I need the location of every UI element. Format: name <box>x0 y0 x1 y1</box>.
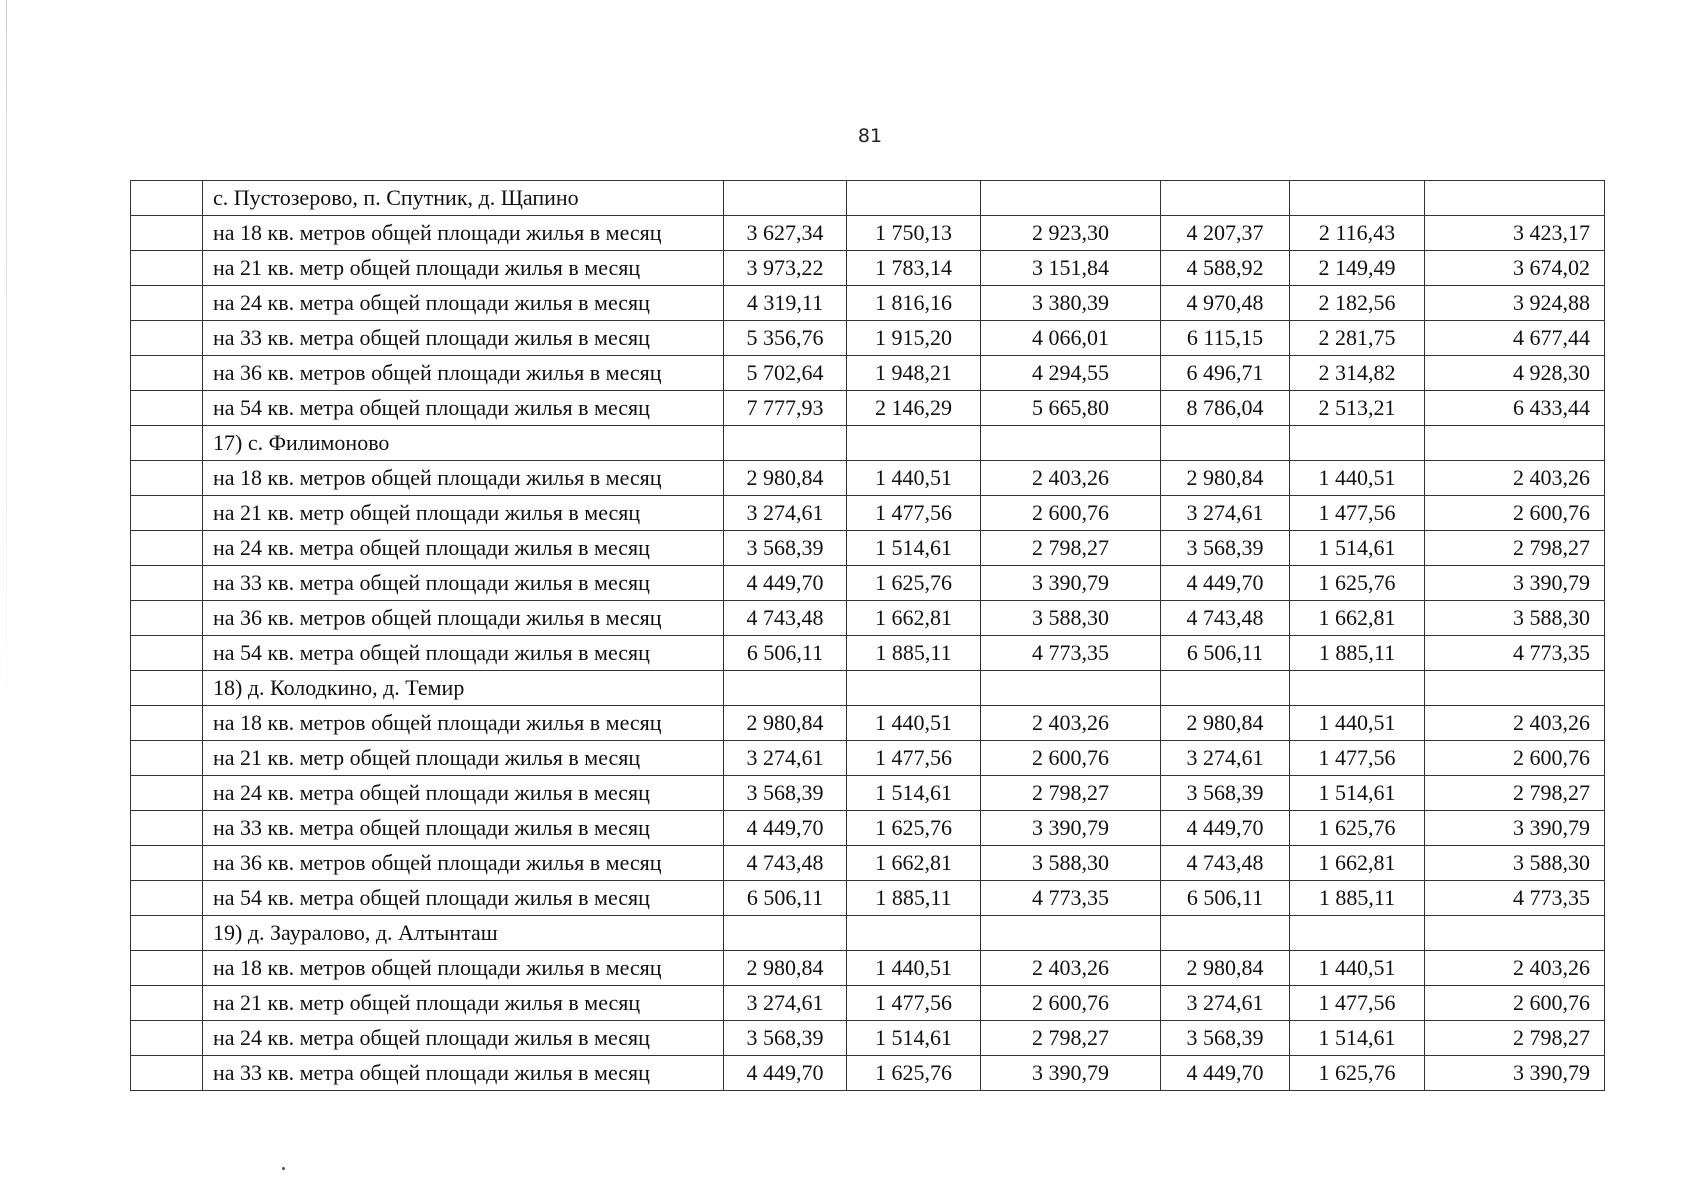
value-cell: 2 403,26 <box>981 951 1161 986</box>
value-cell <box>1425 671 1605 706</box>
value-cell: 1 477,56 <box>1290 986 1425 1021</box>
table-row <box>131 636 1605 671</box>
area-label-cell: на 18 кв. метров общей площади жилья в месяц <box>203 951 724 986</box>
table-row <box>131 986 1605 1021</box>
value-cell: 1 662,81 <box>847 601 981 636</box>
value-cell: 1 514,61 <box>1290 531 1425 566</box>
value-cell: 2 798,27 <box>1425 776 1605 811</box>
value-cell: 3 588,30 <box>981 601 1161 636</box>
area-label-cell: на 21 кв. метр общей площади жилья в месяц <box>203 986 724 1021</box>
table-section-row <box>131 671 1605 706</box>
area-label-cell: на 18 кв. метров общей площади жилья в месяц <box>203 706 724 741</box>
value-cell: 2 980,84 <box>1161 461 1290 496</box>
value-cell: 6 433,44 <box>1425 391 1605 426</box>
value-cell: 4 743,48 <box>1161 846 1290 881</box>
value-cell: 4 588,92 <box>1161 251 1290 286</box>
row-number-cell <box>131 496 203 531</box>
value-cell <box>1290 426 1425 461</box>
value-cell: 3 380,39 <box>981 286 1161 321</box>
value-cell: 3 390,79 <box>1425 811 1605 846</box>
value-cell: 1 477,56 <box>847 741 981 776</box>
value-cell: 3 390,79 <box>981 566 1161 601</box>
value-cell: 5 356,76 <box>724 321 847 356</box>
value-cell <box>1425 181 1605 216</box>
table-row <box>131 461 1605 496</box>
value-cell: 3 568,39 <box>1161 776 1290 811</box>
value-cell: 1 440,51 <box>847 461 981 496</box>
value-cell: 4 773,35 <box>981 636 1161 671</box>
value-cell: 4 970,48 <box>1161 286 1290 321</box>
value-cell: 3 274,61 <box>1161 986 1290 1021</box>
value-cell: 3 274,61 <box>1161 741 1290 776</box>
value-cell: 3 274,61 <box>1161 496 1290 531</box>
value-cell: 2 980,84 <box>1161 951 1290 986</box>
value-cell: 4 743,48 <box>1161 601 1290 636</box>
area-label-cell: на 18 кв. метров общей площади жилья в месяц <box>203 216 724 251</box>
value-cell: 2 980,84 <box>724 706 847 741</box>
value-cell: 2 116,43 <box>1290 216 1425 251</box>
scan-speck <box>282 1167 285 1170</box>
table-row <box>131 391 1605 426</box>
value-cell: 2 314,82 <box>1290 356 1425 391</box>
value-cell <box>724 426 847 461</box>
table-section-row <box>131 916 1605 951</box>
value-cell: 2 403,26 <box>1425 461 1605 496</box>
value-cell: 4 928,30 <box>1425 356 1605 391</box>
value-cell: 2 281,75 <box>1290 321 1425 356</box>
value-cell: 2 600,76 <box>981 496 1161 531</box>
value-cell: 4 743,48 <box>724 846 847 881</box>
value-cell <box>724 671 847 706</box>
row-number-cell <box>131 881 203 916</box>
table-row <box>131 811 1605 846</box>
value-cell: 1 625,76 <box>1290 566 1425 601</box>
section-title-cell: 18) д. Колодкино, д. Темир <box>203 671 724 706</box>
row-number-cell <box>131 811 203 846</box>
row-number-cell <box>131 776 203 811</box>
table-body <box>131 181 1605 1091</box>
value-cell: 1 514,61 <box>847 776 981 811</box>
table-row <box>131 741 1605 776</box>
area-label-cell: на 33 кв. метра общей площади жилья в месяц <box>203 1056 724 1091</box>
value-cell <box>1290 916 1425 951</box>
value-cell: 2 600,76 <box>1425 741 1605 776</box>
value-cell: 1 514,61 <box>1290 776 1425 811</box>
area-label-cell: на 33 кв. метра общей площади жилья в месяц <box>203 811 724 846</box>
page-number: 81 <box>857 125 883 147</box>
row-number-cell <box>131 706 203 741</box>
row-number-cell <box>131 321 203 356</box>
row-number-cell <box>131 846 203 881</box>
area-label-cell: на 54 кв. метра общей площади жилья в месяц <box>203 391 724 426</box>
row-number-cell <box>131 951 203 986</box>
value-cell: 3 423,17 <box>1425 216 1605 251</box>
area-label-cell: на 18 кв. метров общей площади жилья в месяц <box>203 461 724 496</box>
value-cell: 6 506,11 <box>1161 881 1290 916</box>
value-cell: 1 885,11 <box>847 881 981 916</box>
value-cell: 3 568,39 <box>1161 531 1290 566</box>
table-row <box>131 881 1605 916</box>
value-cell: 1 477,56 <box>847 986 981 1021</box>
area-label-cell: на 36 кв. метров общей площади жилья в месяц <box>203 846 724 881</box>
value-cell: 1 440,51 <box>847 706 981 741</box>
row-number-cell <box>131 251 203 286</box>
value-cell <box>847 916 981 951</box>
table-row <box>131 356 1605 391</box>
value-cell: 4 449,70 <box>724 566 847 601</box>
value-cell: 1 915,20 <box>847 321 981 356</box>
table-row <box>131 566 1605 601</box>
value-cell: 1 514,61 <box>847 1021 981 1056</box>
area-label-cell: на 21 кв. метр общей площади жилья в месяц <box>203 251 724 286</box>
value-cell: 4 449,70 <box>724 1056 847 1091</box>
value-cell: 1 816,16 <box>847 286 981 321</box>
area-label-cell: на 36 кв. метров общей площади жилья в месяц <box>203 601 724 636</box>
value-cell: 3 390,79 <box>1425 566 1605 601</box>
value-cell: 2 923,30 <box>981 216 1161 251</box>
area-label-cell: на 54 кв. метра общей площади жилья в месяц <box>203 881 724 916</box>
value-cell: 2 798,27 <box>981 1021 1161 1056</box>
value-cell: 2 798,27 <box>981 531 1161 566</box>
value-cell: 2 403,26 <box>981 706 1161 741</box>
value-cell: 3 274,61 <box>724 986 847 1021</box>
value-cell: 4 449,70 <box>1161 566 1290 601</box>
value-cell: 1 750,13 <box>847 216 981 251</box>
table-row <box>131 531 1605 566</box>
area-label-cell: на 36 кв. метров общей площади жилья в месяц <box>203 356 724 391</box>
value-cell: 1 514,61 <box>847 531 981 566</box>
value-cell: 1 625,76 <box>847 1056 981 1091</box>
table-row <box>131 496 1605 531</box>
value-cell: 3 151,84 <box>981 251 1161 286</box>
value-cell <box>1425 426 1605 461</box>
value-cell: 3 568,39 <box>724 531 847 566</box>
tariff-table <box>130 180 1605 1091</box>
value-cell: 6 506,11 <box>724 881 847 916</box>
value-cell: 1 440,51 <box>847 951 981 986</box>
value-cell: 4 294,55 <box>981 356 1161 391</box>
value-cell: 2 980,84 <box>724 461 847 496</box>
row-number-cell <box>131 636 203 671</box>
table-row <box>131 216 1605 251</box>
value-cell: 3 568,39 <box>724 776 847 811</box>
row-number-cell <box>131 356 203 391</box>
value-cell: 1 885,11 <box>847 636 981 671</box>
value-cell: 1 477,56 <box>1290 496 1425 531</box>
value-cell: 2 600,76 <box>981 986 1161 1021</box>
value-cell: 8 786,04 <box>1161 391 1290 426</box>
value-cell: 3 274,61 <box>724 741 847 776</box>
section-title-cell: 17) с. Филимоново <box>203 426 724 461</box>
section-title-cell: 19) д. Зауралово, д. Алтынташ <box>203 916 724 951</box>
row-number-cell <box>131 216 203 251</box>
value-cell: 1 440,51 <box>1290 951 1425 986</box>
area-label-cell: на 24 кв. метра общей площади жилья в месяц <box>203 776 724 811</box>
value-cell: 1 625,76 <box>847 566 981 601</box>
value-cell: 4 773,35 <box>1425 881 1605 916</box>
value-cell <box>1161 426 1290 461</box>
value-cell: 2 980,84 <box>724 951 847 986</box>
row-number-cell <box>131 916 203 951</box>
value-cell: 3 588,30 <box>1425 846 1605 881</box>
value-cell: 1 625,76 <box>1290 1056 1425 1091</box>
value-cell: 2 600,76 <box>1425 496 1605 531</box>
value-cell: 3 973,22 <box>724 251 847 286</box>
value-cell: 1 477,56 <box>847 496 981 531</box>
value-cell: 2 403,26 <box>981 461 1161 496</box>
value-cell: 1 514,61 <box>1290 1021 1425 1056</box>
table-row <box>131 1021 1605 1056</box>
value-cell: 4 066,01 <box>981 321 1161 356</box>
table-row <box>131 321 1605 356</box>
value-cell: 3 390,79 <box>1425 1056 1605 1091</box>
value-cell: 6 506,11 <box>1161 636 1290 671</box>
value-cell: 3 588,30 <box>981 846 1161 881</box>
value-cell: 2 403,26 <box>1425 706 1605 741</box>
scan-edge-line <box>6 0 7 760</box>
table-row <box>131 846 1605 881</box>
value-cell <box>1290 671 1425 706</box>
value-cell: 2 798,27 <box>981 776 1161 811</box>
value-cell: 2 146,29 <box>847 391 981 426</box>
value-cell: 1 662,81 <box>847 846 981 881</box>
value-cell: 1 662,81 <box>1290 601 1425 636</box>
area-label-cell: на 24 кв. метра общей площади жилья в месяц <box>203 286 724 321</box>
table-section-row <box>131 181 1605 216</box>
row-number-cell <box>131 1056 203 1091</box>
value-cell: 2 149,49 <box>1290 251 1425 286</box>
value-cell <box>847 181 981 216</box>
value-cell <box>724 181 847 216</box>
value-cell: 1 662,81 <box>1290 846 1425 881</box>
value-cell <box>1290 181 1425 216</box>
table-row <box>131 706 1605 741</box>
value-cell <box>981 181 1161 216</box>
row-number-cell <box>131 601 203 636</box>
value-cell <box>981 426 1161 461</box>
area-label-cell: на 33 кв. метра общей площади жилья в месяц <box>203 566 724 601</box>
row-number-cell <box>131 181 203 216</box>
value-cell: 3 390,79 <box>981 811 1161 846</box>
area-label-cell: на 21 кв. метр общей площади жилья в месяц <box>203 741 724 776</box>
value-cell: 4 449,70 <box>1161 811 1290 846</box>
value-cell: 4 449,70 <box>1161 1056 1290 1091</box>
table-row <box>131 601 1605 636</box>
table-row <box>131 286 1605 321</box>
value-cell: 4 319,11 <box>724 286 847 321</box>
value-cell: 1 783,14 <box>847 251 981 286</box>
section-title-cell: с. Пустозерово, п. Спутник, д. Щапино <box>203 181 724 216</box>
value-cell: 2 798,27 <box>1425 531 1605 566</box>
value-cell: 6 115,15 <box>1161 321 1290 356</box>
value-cell: 3 588,30 <box>1425 601 1605 636</box>
value-cell: 2 798,27 <box>1425 1021 1605 1056</box>
value-cell: 5 702,64 <box>724 356 847 391</box>
value-cell: 1 440,51 <box>1290 461 1425 496</box>
value-cell: 3 568,39 <box>1161 1021 1290 1056</box>
value-cell: 2 513,21 <box>1290 391 1425 426</box>
table-row <box>131 1056 1605 1091</box>
value-cell: 4 677,44 <box>1425 321 1605 356</box>
value-cell: 4 743,48 <box>724 601 847 636</box>
value-cell: 3 674,02 <box>1425 251 1605 286</box>
value-cell: 4 773,35 <box>1425 636 1605 671</box>
row-number-cell <box>131 671 203 706</box>
table-row <box>131 776 1605 811</box>
value-cell: 3 924,88 <box>1425 286 1605 321</box>
area-label-cell: на 33 кв. метра общей площади жилья в месяц <box>203 321 724 356</box>
row-number-cell <box>131 426 203 461</box>
table-row <box>131 951 1605 986</box>
row-number-cell <box>131 566 203 601</box>
value-cell: 1 625,76 <box>1290 811 1425 846</box>
value-cell: 2 980,84 <box>1161 706 1290 741</box>
value-cell: 3 274,61 <box>724 496 847 531</box>
value-cell <box>1425 916 1605 951</box>
value-cell: 7 777,93 <box>724 391 847 426</box>
area-label-cell: на 21 кв. метр общей площади жилья в месяц <box>203 496 724 531</box>
table-section-row <box>131 426 1605 461</box>
value-cell <box>1161 916 1290 951</box>
value-cell: 3 568,39 <box>724 1021 847 1056</box>
value-cell: 1 948,21 <box>847 356 981 391</box>
row-number-cell <box>131 531 203 566</box>
value-cell <box>847 426 981 461</box>
row-number-cell <box>131 461 203 496</box>
area-label-cell: на 24 кв. метра общей площади жилья в месяц <box>203 1021 724 1056</box>
value-cell: 2 600,76 <box>981 741 1161 776</box>
value-cell: 2 182,56 <box>1290 286 1425 321</box>
row-number-cell <box>131 391 203 426</box>
value-cell: 4 773,35 <box>981 881 1161 916</box>
value-cell <box>724 916 847 951</box>
value-cell: 4 449,70 <box>724 811 847 846</box>
value-cell <box>981 916 1161 951</box>
area-label-cell: на 24 кв. метра общей площади жилья в месяц <box>203 531 724 566</box>
value-cell: 5 665,80 <box>981 391 1161 426</box>
value-cell: 6 496,71 <box>1161 356 1290 391</box>
value-cell: 6 506,11 <box>724 636 847 671</box>
value-cell: 3 390,79 <box>981 1056 1161 1091</box>
row-number-cell <box>131 986 203 1021</box>
value-cell: 1 885,11 <box>1290 881 1425 916</box>
row-number-cell <box>131 1021 203 1056</box>
value-cell: 3 627,34 <box>724 216 847 251</box>
row-number-cell <box>131 741 203 776</box>
value-cell: 2 403,26 <box>1425 951 1605 986</box>
table-row <box>131 251 1605 286</box>
value-cell <box>1161 181 1290 216</box>
value-cell <box>847 671 981 706</box>
value-cell: 1 625,76 <box>847 811 981 846</box>
value-cell: 1 885,11 <box>1290 636 1425 671</box>
value-cell: 4 207,37 <box>1161 216 1290 251</box>
value-cell: 2 600,76 <box>1425 986 1605 1021</box>
value-cell <box>981 671 1161 706</box>
row-number-cell <box>131 286 203 321</box>
value-cell: 1 440,51 <box>1290 706 1425 741</box>
value-cell: 1 477,56 <box>1290 741 1425 776</box>
value-cell <box>1161 671 1290 706</box>
area-label-cell: на 54 кв. метра общей площади жилья в месяц <box>203 636 724 671</box>
